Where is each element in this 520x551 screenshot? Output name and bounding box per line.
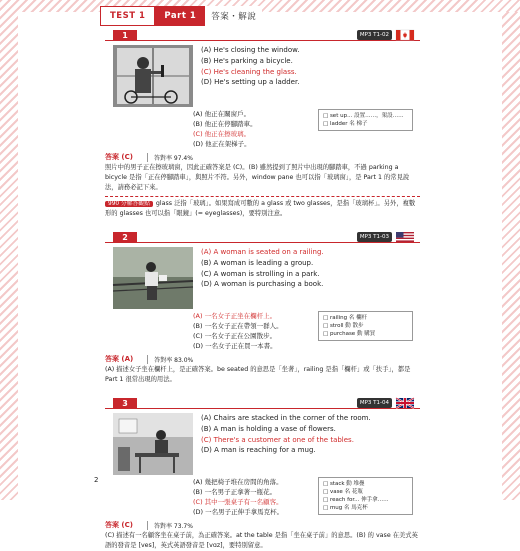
explanation: (C) 描述有一名顧客坐在桌子前，為正確答案。at the table 是指「坐在桌子前」的意思。(B) 的 vase 在美式英語的發音是 [ves]，英式英語發音是 [vɑz]，要特別留意。	[105, 532, 418, 549]
page-number: 2	[94, 476, 99, 484]
options-list	[201, 247, 324, 309]
option-b: (B) A man is holding a vase of flowers.	[201, 424, 336, 433]
header-tabs	[100, 6, 262, 26]
question-2	[105, 232, 420, 385]
translation-d: (D) 他正在架梯子。	[193, 140, 251, 148]
answer-label: 答案 (A)	[105, 355, 134, 363]
vocab-item: □ stroll 動 散步	[323, 323, 364, 329]
translation-c: (C) 其中一張桌子有一名顧客。	[193, 498, 283, 506]
vocab-item: □ vase 名 花瓶	[323, 489, 363, 495]
right-decorative-stripe	[502, 0, 520, 500]
correct-rate: 答對率 97.4%	[147, 153, 193, 162]
translation-c: (C) 他正在擦玻璃。	[193, 130, 251, 138]
vocab-item: □ reach for... 伸手拿……	[323, 497, 389, 503]
tip-label: 990 分解答觀點	[105, 201, 153, 207]
answer-label: 答案 (C)	[105, 521, 133, 529]
question-photo	[113, 45, 193, 107]
question-bar	[105, 232, 420, 243]
vocab-item: □ ladder 名 梯子	[323, 121, 368, 127]
audio-track-badge: MP3 T1-03	[357, 232, 392, 242]
vocab-item: □ stack 動 堆疊	[323, 481, 365, 487]
option-d: (D) A man is reaching for a mug.	[201, 446, 316, 455]
question-number: 2	[113, 232, 137, 243]
correct-rate: 答對率 83.0%	[147, 355, 193, 364]
translation-list	[193, 109, 313, 149]
question-number: 3	[113, 398, 137, 409]
translation-list	[193, 311, 313, 351]
section-tab: 答案・解說	[205, 6, 262, 26]
correct-rate: 答對率 73.7%	[147, 521, 193, 530]
question-photo	[113, 247, 193, 309]
option-c: (C) There's a customer at one of the tables.	[201, 435, 354, 444]
option-b: (B) A woman is leading a group.	[201, 258, 314, 267]
usa-flag-icon	[396, 232, 414, 242]
translation-b: (B) 一名女子正在帶領一群人。	[193, 322, 283, 330]
translation-a: (A) 幾把椅子堆在房間的角落。	[193, 478, 283, 486]
tip-box	[105, 196, 420, 219]
part-tab: Part 1	[155, 6, 205, 26]
question-bar	[105, 398, 420, 409]
option-b: (B) He's parking a bicycle.	[201, 56, 293, 65]
translation-b: (B) 一名男子正拿著一瓶花。	[193, 488, 277, 496]
canada-flag-icon	[396, 30, 414, 40]
vocab-item: □ mug 名 馬克杯	[323, 505, 368, 511]
vocab-item: □ railing 名 欄杆	[323, 315, 368, 321]
option-a: (A) A woman is seated on a railing.	[201, 248, 324, 256]
vocab-box	[318, 477, 413, 515]
options-list	[201, 413, 371, 475]
test-tab: TEST 1	[100, 6, 155, 26]
question-bar	[105, 30, 420, 41]
explanation: (A) 描述女子坐在欄杆上，是正確答案。be seated 的意思是「坐著」，railing 是指「欄杆」或「扶手」，都是 Part 1 很常出現的用法。	[105, 366, 411, 383]
option-d: (D) A woman is purchasing a book.	[201, 280, 324, 289]
option-c: (C) A woman is strolling in a park.	[201, 269, 320, 278]
tip-text: glass 泛指「玻璃」。如果寫成可數的 a glass 或 two glasses，是指「玻璃杯」。另外，複數形的 glasses 也可以指「眼鏡」(= eyeglasses)，要特別注意。	[105, 200, 416, 217]
translation-a: (A) 一名女子正坐在欄杆上。	[193, 312, 277, 320]
question-1	[105, 30, 420, 219]
option-d: (D) He's setting up a ladder.	[201, 78, 300, 87]
question-photo	[113, 413, 193, 475]
audio-track-badge: MP3 T1-04	[357, 398, 392, 408]
option-c: (C) He's cleaning the glass.	[201, 67, 297, 76]
translation-a: (A) 他正在關窗戶。	[193, 110, 251, 118]
page-content	[105, 30, 420, 551]
audio-track-badge: MP3 T1-02	[357, 30, 392, 40]
translation-d: (D) 一名男子正伸手拿馬克杯。	[193, 508, 284, 516]
translation-list	[193, 477, 313, 517]
translation-d: (D) 一名女子正在買一本書。	[193, 342, 277, 350]
left-decorative-stripe	[0, 0, 18, 500]
option-a: (A) He's closing the window.	[201, 46, 300, 54]
translation-b: (B) 他正在停腳踏車。	[193, 120, 257, 128]
translation-c: (C) 一名女子正在公園散步。	[193, 332, 277, 340]
vocab-box	[318, 311, 413, 341]
options-list	[201, 45, 299, 107]
vocab-item: □ purchase 動 購買	[323, 331, 376, 337]
vocab-box	[318, 109, 413, 131]
question-number: 1	[113, 30, 137, 41]
explanation: 照片中的男子正在擦玻璃窗，因此正確答案是 (C)。(B) 雖然提到了照片中出現的腳踏車，不過 parking a bicycle 是指「正在停腳踏車」，與照片不符。另外，window pane 也可以指「玻璃窗」，是 Part 1 的常見說法，請務必記下來。	[105, 164, 410, 191]
answer-label: 答案 (C)	[105, 153, 133, 161]
option-a: (A) Chairs are stacked in the corner of the room.	[201, 414, 371, 422]
vocab-item: □ set up... 設置……，架設……	[323, 113, 404, 119]
uk-flag-icon	[396, 398, 414, 408]
question-3	[105, 398, 420, 551]
